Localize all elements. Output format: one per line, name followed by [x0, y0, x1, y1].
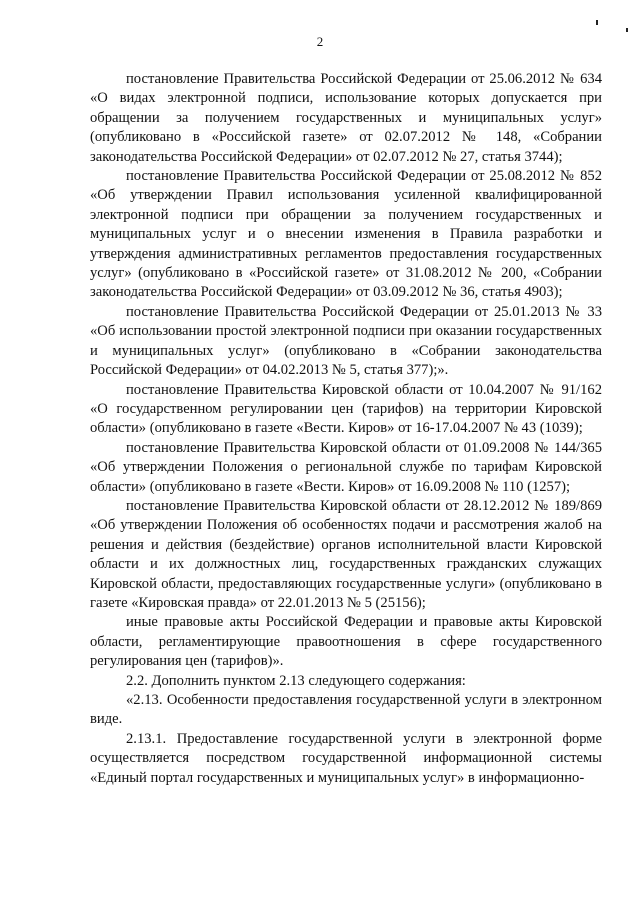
scan-mark-right	[596, 20, 598, 25]
scan-mark-top-right	[626, 28, 628, 32]
paragraph-postanovlenie-33: постановление Правительства Российской Федерации от 25.01.2013 № 33 «Об использовании простой электронной подписи при оказании государственных и муниципальных услуг» (опубликовано в «Собрании законодательства Российской Федерации» от 04.02.2013 № 5, статья 377);».	[90, 303, 602, 379]
paragraph-postanovlenie-634: постановление Правительства Российской Федерации от 25.06.2012 № 634 «О видах электронной подписи, использование которых допускается при обращении за получением государственных и муниципальных услуг» (опубликовано в «Российской газете» от 02.07.2012 № 148, «Собрании законодательства Российской Федерации» от 02.07.2012 № 27, статья 3744);	[90, 71, 602, 165]
page-number: 2	[316, 34, 324, 49]
document-body	[90, 70, 602, 788]
paragraph-clause-2-13-1: 2.13.1. Предоставление государственной услуги в электронной форме осуществляется посредством государственной информационной системы «Единый портал государственных и муниципальных услуг» в информационно-	[90, 730, 602, 786]
paragraph-inye-akty: иные правовые акты Российской Федерации и правовые акты Кировской области, регламентирующие правоотношения в сфере государственного регулирования цен (тарифов)».	[90, 614, 602, 670]
paragraph-postanovlenie-144-365: постановление Правительства Кировской области от 01.09.2008 № 144/365 «Об утверждении Положения о региональной службе по тарифам Кировской области» (опубликовано в газете «Вести. Киров» от 16.09.2008 № 110 (1257);	[90, 439, 602, 495]
paragraph-clause-2-13: «2.13. Особенности предоставления государственной услуги в электронном виде.	[90, 692, 602, 728]
paragraph-postanovlenie-91-162: постановление Правительства Кировской области от 10.04.2007 № 91/162 «О государственном регулировании цен (тарифов) на территории Кировской области» (опубликовано в газете «Вести. Киров» от 16-17.04.2007 № 43 (1039);	[90, 381, 602, 437]
paragraph-postanovlenie-189-869: постановление Правительства Кировской области от 28.12.2012 № 189/869 «Об утверждении Положения об особенностях подачи и рассмотрения жалоб на решения и действия (бездействие) органов исполнительной власти Кировской области и их должностных лиц, государственных гражданских служащих Кировской области, предоставляющих государственные услуги» (опубликовано в газете «Кировская правда» от 22.01.2013 № 5 (25156);	[90, 497, 602, 611]
paragraph-postanovlenie-852: постановление Правительства Российской Федерации от 25.08.2012 № 852 «Об утверждении Правил использования усиленной квалифицированной электронной подписи при обращении за получением государственных и муниципальных услуг и о внесении изменения в Правила разработки и утверждения административных регламентов предоставления государственных услуг» (опубликовано в «Российской газете» от 31.08.2012 № 200, «Собрании законодательства Российской Федерации» от 03.09.2012 № 36, статья 4903);	[90, 168, 602, 301]
paragraph-clause-2-2: 2.2. Дополнить пунктом 2.13 следующего содержания:	[126, 672, 466, 689]
